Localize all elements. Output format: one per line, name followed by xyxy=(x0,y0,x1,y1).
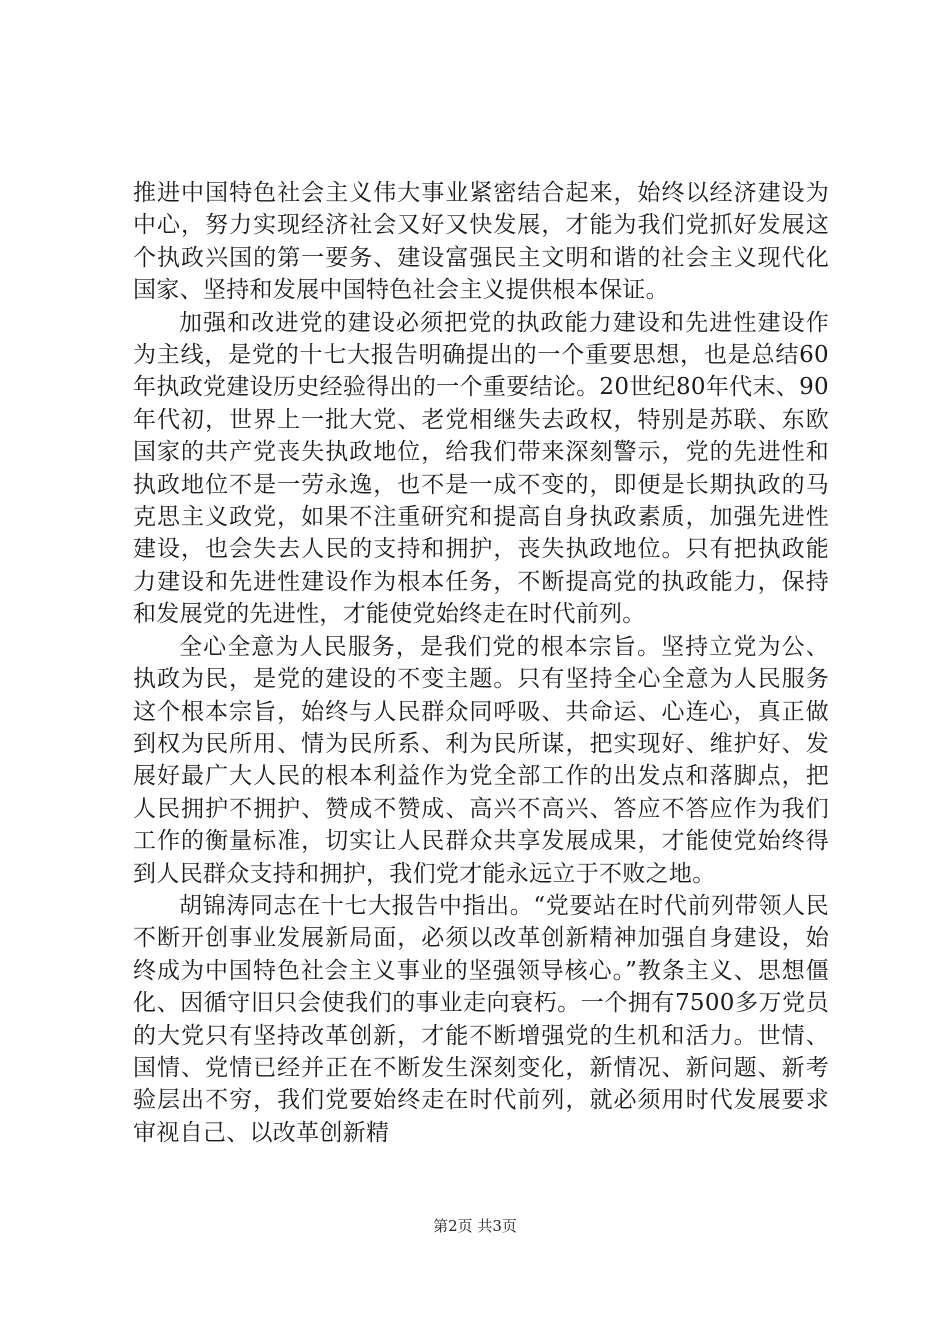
paragraph-4: 胡锦涛同志在十七大报告中指出。“党要站在时代前列带领人民不断开创事业发展新局面，必须以改革创新精神加强自身建设，始终成为中国特色社会主义事业的坚强领导核心。”教条主义、思想僵化、因循守旧只会使我们的事业走向衰朽。一个拥有7500多万党员的大党只有坚持改革创新，才能不断增强党的生机和活力。世情、国情、党情已经并正在不断发生深刻变化，新情况、新问题、新考验层出不穷，我们党要始终走在时代前列，就必须用时代发展要求审视自己、以改革创新精 xyxy=(133,892,829,1146)
page-footer: 第2页 共3页 xyxy=(433,1217,517,1235)
paragraph-1: 推进中国特色社会主义伟大事业紧密结合起来，始终以经济建设为中心，努力实现经济社会又好又快发展，才能为我们党抓好发展这个执政兴国的第一要务、建设富强民主文明和谐的社会主义现代化国家、坚持和发展中国特色社会主义提供根本保证。 xyxy=(133,180,829,304)
document-body xyxy=(133,177,829,1149)
paragraph-3: 全心全意为人民服务，是我们党的根本宗旨。坚持立党为公、执政为民，是党的建设的不变主题。只有坚持全心全意为人民服务这个根本宗旨，始终与人民群众同呼吸、共命运、心连心，真正做到权为民所用、情为民所系、利为民所谋，把实现好、维护好、发展好最广大人民的根本利益作为党全部工作的出发点和落脚点，把人民拥护不拥护、赞成不赞成、高兴不高兴、答应不答应作为我们工作的衡量标准，切实让人民群众共享发展成果，才能使党始终得到人民群众支持和拥护，我们党才能永远立于不败之地。 xyxy=(133,633,829,887)
paragraph-2: 加强和改进党的建设必须把党的执政能力建设和先进性建设作为主线，是党的十七大报告明确提出的一个重要思想，也是总结60年执政党建设历史经验得出的一个重要结论。20世纪80年代末、90年代初，世界上一批大党、老党相继失去政权，特别是苏联、东欧国家的共产党丧失执政地位，给我们带来深刻警示，党的先进性和执政地位不是一劳永逸，也不是一成不变的，即便是长期执政的马克思主义政党，如果不注重研究和提高自身执政素质，加强先进性建设，也会失去人民的支持和拥护，丧失执政地位。只有把执政能力建设和先进性建设作为根本任务，不断提高党的执政能力，保持和发展党的先进性，才能使党始终走在时代前列。 xyxy=(133,309,829,628)
